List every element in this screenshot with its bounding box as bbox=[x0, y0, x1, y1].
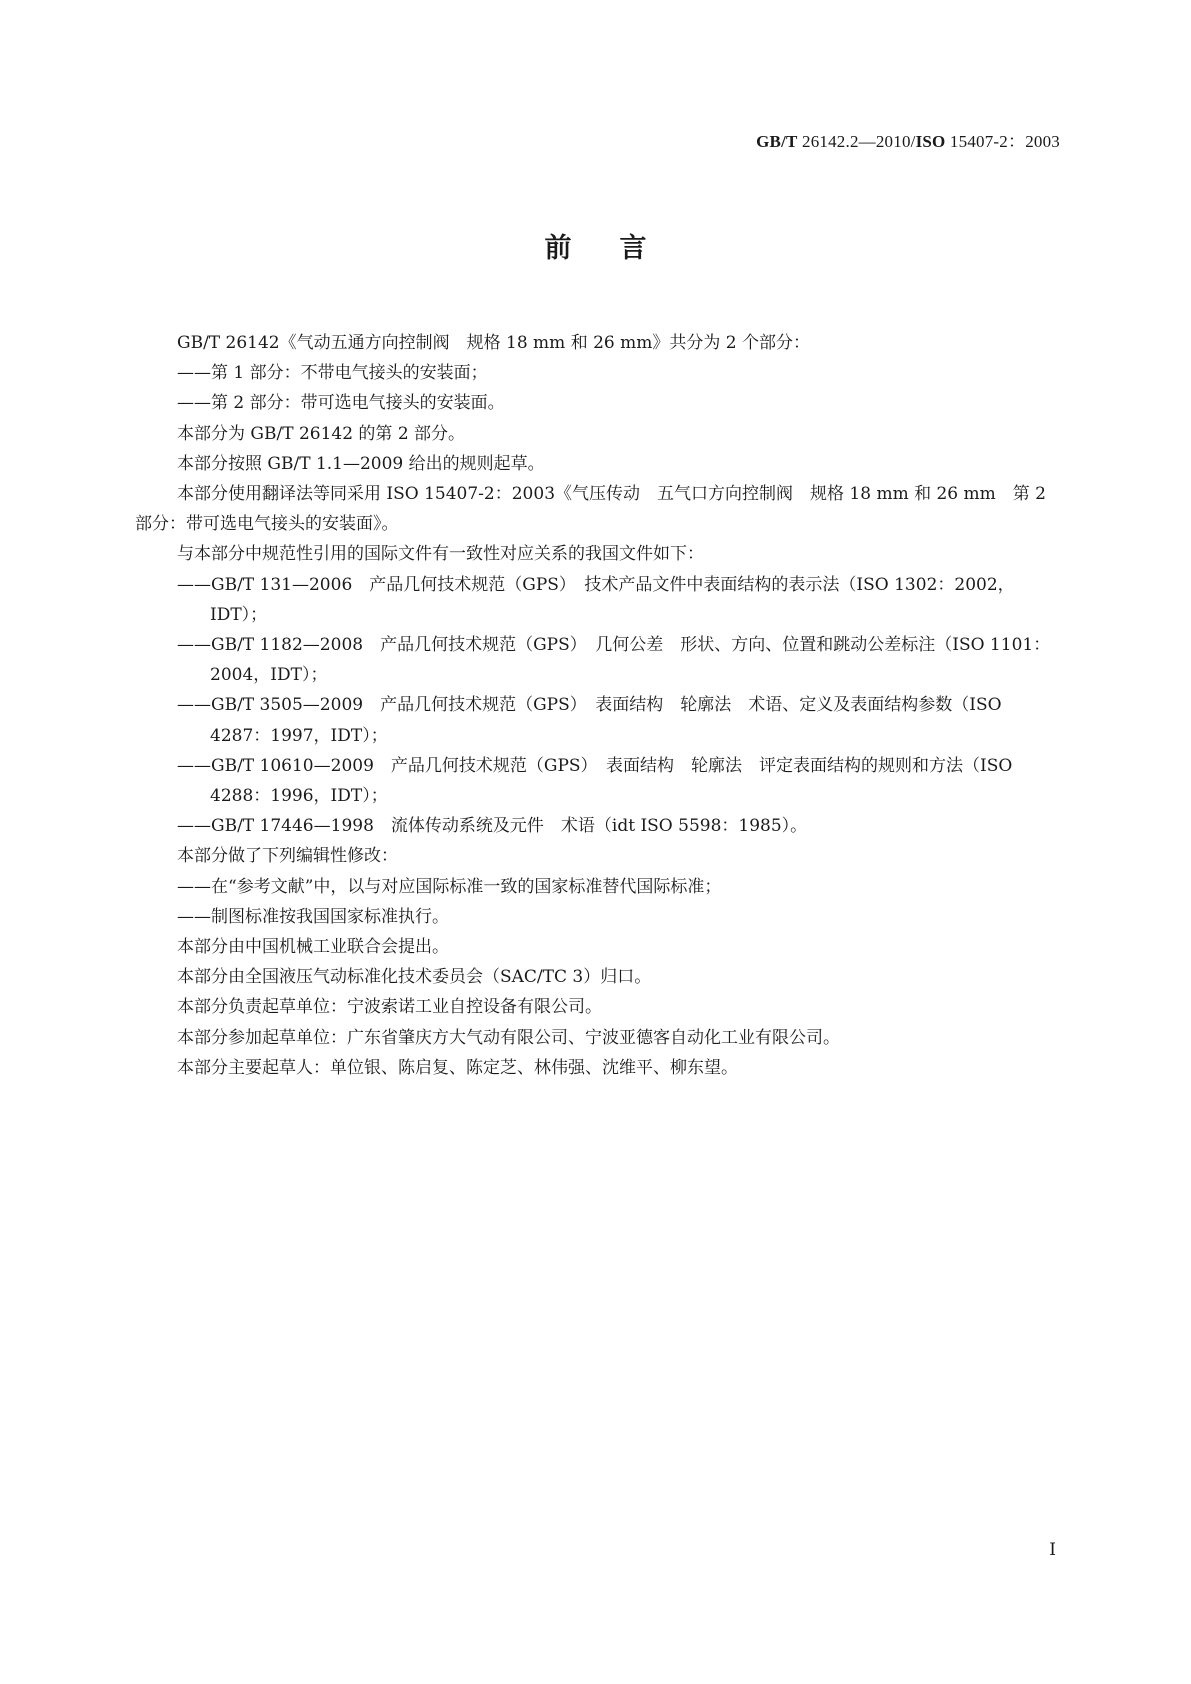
reference-gbt10610: ——GB/T 10610—2009 产品几何技术规范（GPS） 表面结构 轮廓法 评定表面结构的规则和方法（ISO 4288：1996，IDT）； bbox=[177, 755, 1013, 807]
page-title: 前言 bbox=[544, 233, 695, 264]
header-number: 26142.2—2010/ bbox=[797, 132, 916, 151]
list-item-part1: ——第 1 部分：不带电气接头的安装面； bbox=[177, 363, 488, 384]
paragraph-participating-drafters: 本部分参加起草单位：广东省肇庆方大气动有限公司、宁波亚德客自动化工业有限公司。 bbox=[177, 1027, 840, 1048]
paragraph-editorial-changes: 本部分做了下列编辑性修改： bbox=[177, 846, 398, 867]
document-code-header bbox=[756, 127, 1060, 152]
paragraph-part-of: 本部分为 GB/T 26142 的第 2 部分。 bbox=[177, 423, 466, 444]
reference-gbt3505: ——GB/T 3505—2009 产品几何技术规范（GPS） 表面结构 轮廓法 术语、定义及表面结构参数（ISO 4287：1997，IDT）； bbox=[177, 695, 1002, 746]
paragraph-adoption: 本部分使用翻译法等同采用 ISO 15407-2：2003《气压传动 五气口方向控制阀 规格 18 mm 和 26 mm 第 2 部分：带可选电气接头的安装面》。 bbox=[135, 484, 1046, 535]
reference-gbt131: ——GB/T 131—2006 产品几何技术规范（GPS） 技术产品文件中表面结构的表示法（ISO 1302：2002，IDT）； bbox=[177, 574, 1015, 625]
reference-gbt17446: ——GB/T 17446—1998 流体传动系统及元件 术语（idt ISO 5598：1985）。 bbox=[177, 816, 808, 837]
list-item-change2: ——制图标准按我国国家标准执行。 bbox=[177, 906, 449, 927]
paragraph-main-drafters: 本部分主要起草人：单位银、陈启复、陈定芝、林伟强、沈维平、柳东望。 bbox=[177, 1057, 738, 1078]
foreword-body bbox=[135, 328, 1060, 1083]
paragraph-lead-drafter: 本部分负责起草单位：宁波索诺工业自控设备有限公司。 bbox=[177, 997, 602, 1018]
reference-gbt1182: ——GB/T 1182—2008 产品几何技术规范（GPS） 几何公差 形状、方向、位置和跳动公差标注（ISO 1101：2004，IDT）； bbox=[177, 635, 1051, 686]
header-gbt: GB/T bbox=[756, 132, 798, 151]
paragraph-proposed-by: 本部分由中国机械工业联合会提出。 bbox=[177, 937, 449, 958]
paragraph-parts-intro: GB/T 26142《气动五通方向控制阀 规格 18 mm 和 26 mm》共分为 2 个部分： bbox=[177, 333, 811, 353]
paragraph-committee: 本部分由全国液压气动标准化技术委员会（SAC/TC 3）归口。 bbox=[177, 967, 652, 988]
page-number: I bbox=[1049, 1540, 1056, 1560]
header-iso: ISO bbox=[915, 132, 946, 151]
paragraph-references-intro: 与本部分中规范性引用的国际文件有一致性对应关系的我国文件如下： bbox=[177, 544, 704, 565]
list-item-part2: ——第 2 部分：带可选电气接头的安装面。 bbox=[177, 393, 505, 414]
list-item-change1: ——在“参考文献”中，以与对应国际标准一致的国家标准替代国际标准； bbox=[177, 876, 722, 897]
paragraph-drafting-rules: 本部分按照 GB/T 1.1—2009 给出的规则起草。 bbox=[177, 453, 545, 474]
header-iso-number: 15407-2：2003 bbox=[945, 132, 1060, 151]
